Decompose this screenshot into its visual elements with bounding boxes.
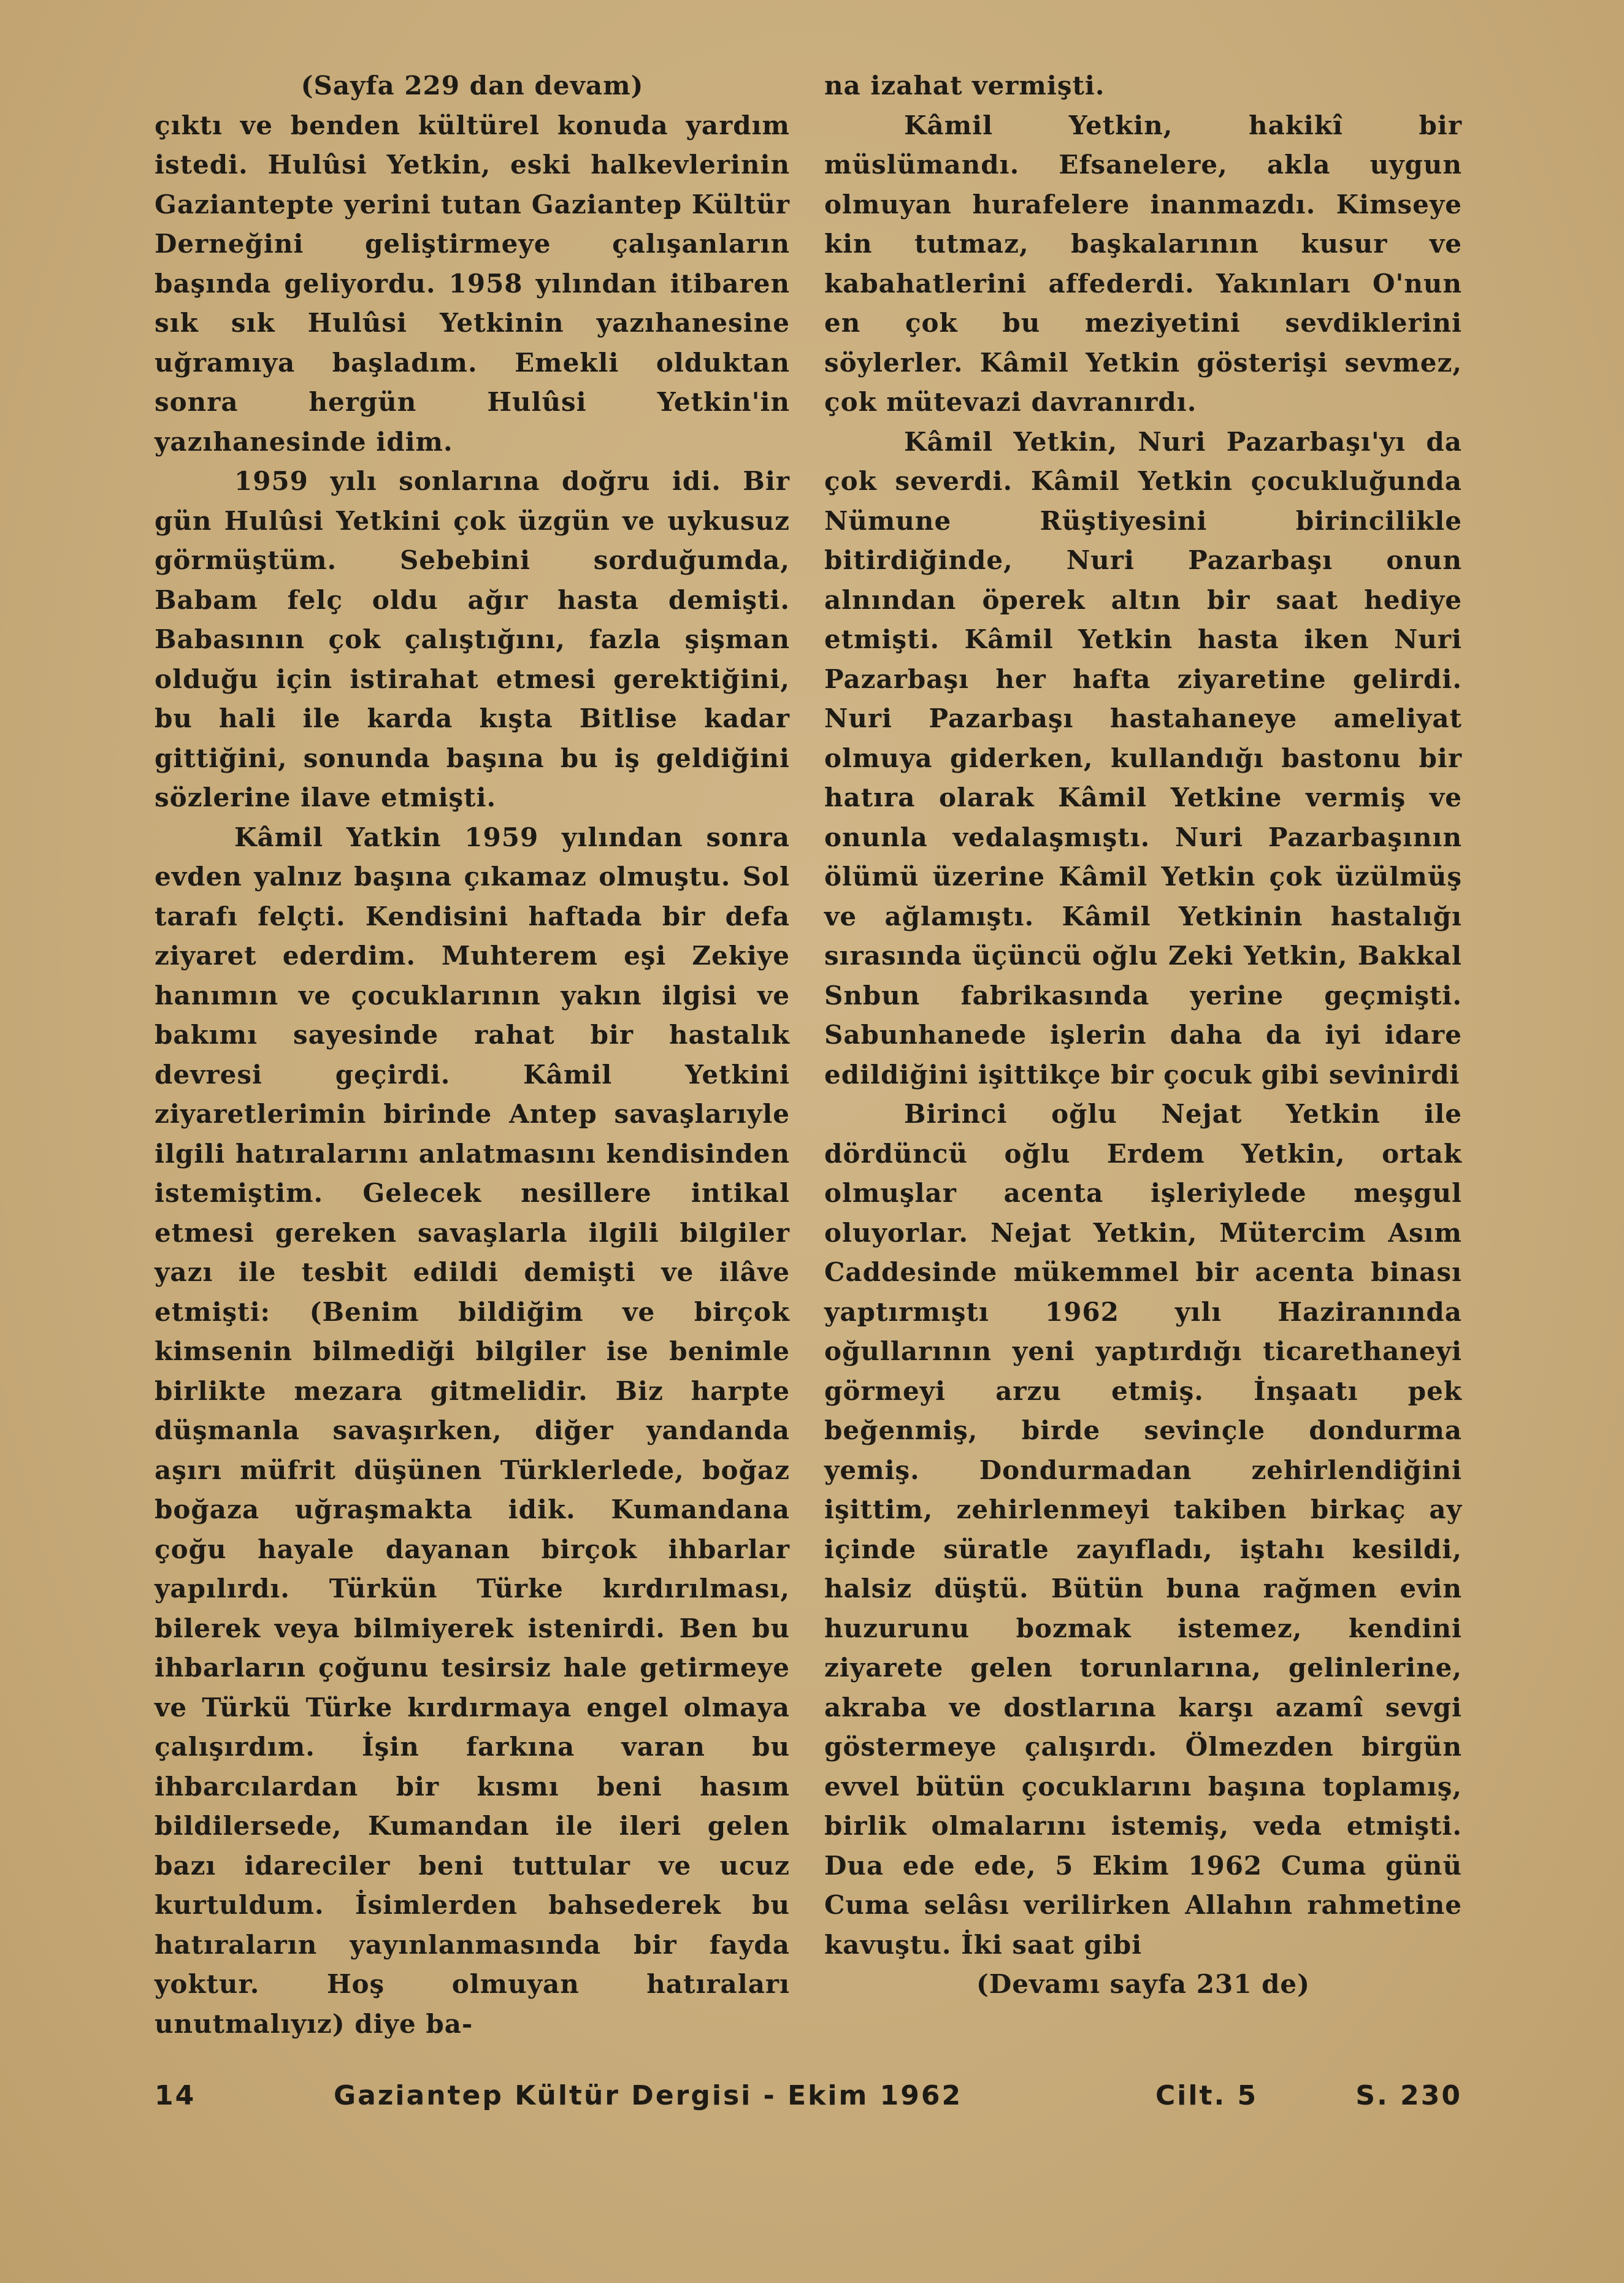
footer-magazine-title: Gaziantep Kültür Dergisi - Ekim 1962 [334, 2080, 963, 2111]
paragraph: çıktı ve benden kültürel konuda yardım istedi. Hulûsi Yetkin, eski halkevlerinin Gaziantepte yerini tutan Gaziantep Kültür Derneğini geliştirmeye çalışanların başında geliyordu. 1958 yılından itibaren sık sık Hulûsi Yetkinin yazıhanesine uğramıya başladım. Emekli olduktan sonra hergün Hulûsi Yetkin'in yazıhanesinde idim. [155, 110, 790, 457]
left-column [155, 66, 790, 2044]
right-column [824, 66, 1462, 2005]
continued-from-note: (Sayfa 229 dan devam) [301, 71, 644, 101]
page-footer [155, 2080, 1462, 2117]
paragraph: Kâmil Yetkin, Nuri Pazarbaşı'yı da çok severdi. Kâmil Yetkin çocukluğunda Nümune Rüştiyesini birincilikle bitirdiğinde, Nuri Pazarbaşı onun alnından öperek altın bir saat hediye etmişti. Kâmil Yetkin hasta iken Nuri Pazarbaşı her hafta ziyaretine gelirdi. Nuri Pazarbaşı hastahaneye ameliyat olmuya giderken, kullandığı bastonu bir hatıra olarak Kâmil Yetkine vermiş ve onunla vedalaşmıştı. Nuri Pazarbaşının ölümü üzerine Kâmil Yetkin çok üzülmüş ve ağlamıştı. Kâmil Yetkinin hastalığı sırasında üçüncü oğlu Zeki Yetkin, Bakkal Snbun fabrikasında yerine geçmişti. Sabunhanede işlerin daha da iyi idare edildiğini işittikçe bir çocuk gibi sevinirdi [824, 426, 1462, 1090]
paragraph: 1959 yılı sonlarına doğru idi. Bir gün Hulûsi Yetkini çok üzgün ve uykusuz görmüştüm. Sebebini sorduğumda, Babam felç oldu ağır hasta demişti. Babasının çok çalıştığını, fazla şişman olduğu için istirahat etmesi gerektiğini, bu hali ile karda kışta Bitlise kadar gittiğini, sonunda başına bu iş geldiğini sözlerine ilave etmişti. [155, 466, 790, 813]
footer-page-ref: S. 230 [1355, 2080, 1462, 2111]
paragraph: Birinci oğlu Nejat Yetkin ile dördüncü oğlu Erdem Yetkin, ortak olmuşlar acenta işleriylede meşgul oluyorlar. Nejat Yetkin, Mütercim Asım Caddesinde mükemmel bir acenta binası yaptırmıştı 1962 yılı Haziranında oğullarının yeni yaptırdığı ticarethaneyi görmeyi arzu etmiş. İnşaatı pek beğenmiş, birde sevinçle dondurma yemiş. Dondurmadan zehirlendiğini işittim, zehirlenmeyi takiben birkaç ay içinde süratle zayıfladı, iştahı kesildi, halsiz düştü. Bütün buna rağmen evin huzurunu bozmak istemez, kendini ziyarete gelen torunlarına, gelinlerine, akraba ve dostlarına karşı azamî sevgi göstermeye çalışırdı. Ölmezden birgün evvel bütün çocuklarını başına toplamış, birlik olmalarını istemiş, veda etmişti. Dua ede ede, 5 Ekim 1962 Cuma günü Cuma selâsı verilirken Allahın rahmetine kavuştu. İki saat gibi [824, 1099, 1462, 1960]
paragraph: Kâmil Yatkin 1959 yılından sonra evden yalnız başına çıkamaz olmuştu. Sol tarafı felçti. Kendisini haftada bir defa ziyaret ederdim. Muhterem eşi Zekiye hanımın ve çocuklarının yakın ilgisi ve bakımı sayesinde rahat bir hastalık devresi geçirdi. Kâmil Yetkini ziyaretlerimin birinde Antep savaşlarıyle ilgili hatıralarını anlatmasını kendisinden istemiştim. Gelecek nesillere intikal etmesi gereken savaşlarla ilgili bilgiler yazı ile tesbit edildi demişti ve ilâve etmişti: (Benim bildiğim ve birçok kimsenin bilmediği bilgiler ise benimle birlikte mezara gitmelidir. Biz harpte düşmanla savaşırken, diğer yandanda aşırı müfrit düşünen Türklerlede, boğaz boğaza uğraşmakta idik. Kumandana çoğu hayale dayanan birçok ihbarlar yapılırdı. Türkün Türke kırdırılması, bilerek veya bilmiyerek istenirdi. Ben bu ihbarların çoğunu tesirsiz hale getirmeye ve Türkü Türke kırdırmaya engel olmaya çalışırdım. İşin farkına varan bu ihbarcılardan bir kısmı beni hasım bildilersede, Kumandan ile ileri gelen bazı idareciler beni tuttular ve ucuz kurtuldum. İsimlerden bahsederek bu hatıraların yayınlanmasında bir fayda yoktur. Hoş olmuyan hatıraları unutmalıyız) diye ba- [155, 822, 790, 2039]
footer-volume: Cilt. 5 [1155, 2080, 1258, 2111]
continued-to-note: (Devamı sayfa 231 de) [976, 1969, 1311, 1999]
footer-page-number: 14 [155, 2080, 196, 2111]
paragraph: Kâmil Yetkin, hakikî bir müslümandı. Efsanelere, akla uygun olmuyan hurafelere inanmazdı. Kimseye kin tutmaz, başkalarının kusur ve kabahatlerini affederdi. Yakınları O'nun en çok bu meziyetini sevdiklerini söylerler. Kâmil Yetkin gösterişi sevmez, çok mütevazi davranırdı. [824, 110, 1462, 417]
paragraph: na izahat vermişti. [824, 71, 1105, 101]
